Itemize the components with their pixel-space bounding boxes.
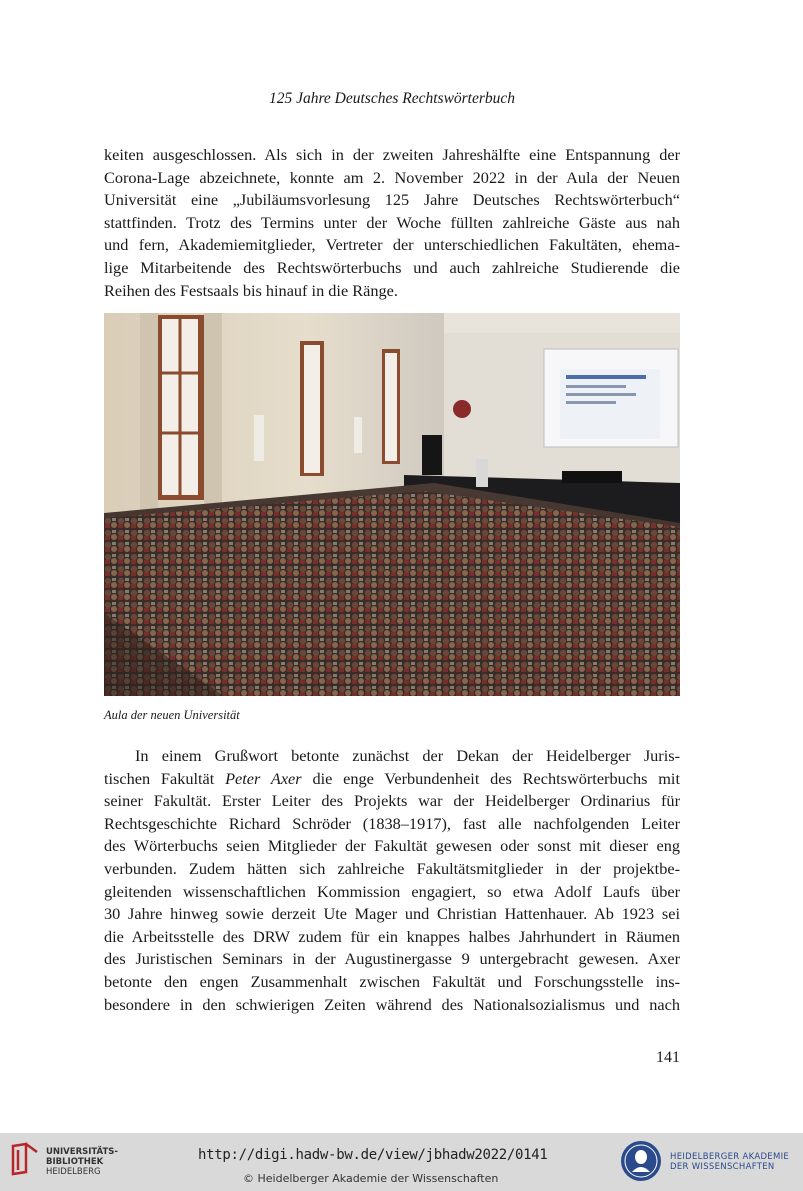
text-line: und fern, Akademiemitglieder, Vertreter der unterschiedlichen Fakultäten, ehema- [104,235,680,255]
paragraph-2 [104,745,680,1016]
text-line: 30 Jahre hinweg sowie derzeit Ute Mager und Christian Hattenhauer. Ab 1923 sei [104,904,680,924]
academy-name [670,1152,789,1172]
footer-bar [0,1133,803,1191]
text-line: In einem Grußwort betonte zunächst der Dekan der Heidelberger Juris- [135,746,680,765]
text-line: besondere in den schwierigen Zeiten während des Nationalsozialismus und nach [104,994,680,1014]
library-name-line: HEIDELBERG [46,1167,101,1177]
text-line: des Juristischen Seminars in der Augustinergasse 9 untergebracht gewesen. Axer [104,949,680,969]
document-url-link[interactable]: http://digi.hadw-bw.de/view/jbhadw2022/0141 [198,1147,548,1163]
library-name-line: UNIVERSITÄTS- [46,1147,118,1157]
text-line: Universität eine „Jubiläumsvorlesung 125 Jahre Deutsches Rechtswörterbuch“ [104,190,680,210]
library-name-line: BIBLIOTHEK [46,1157,104,1167]
text-line: verbunden. Zudem hätten sich zahlreiche Fakultätsmitglieder in der projektbe- [104,858,680,878]
text-line: keiten ausgeschlossen. Als sich in der zweiten Jahreshälfte eine Entspannung der [104,145,680,164]
text-line: Corona-Lage abzeichnete, konnte am 2. November 2022 in der Aula der Neuen [104,167,680,187]
lecture-hall-photo [104,313,680,696]
page-number: 141 [656,1049,680,1066]
text-line: Reihen des Festsaals bis hinauf in die Ränge. [104,280,398,300]
academy-name-line: DER WISSENSCHAFTEN [670,1162,775,1172]
text-line: lige Mitarbeitende des Rechtswörterbuchs und auch zahlreiche Studierende die [104,257,680,277]
academy-seal-icon [620,1140,662,1182]
text-segment: die enge Verbundenheit des Rechtswörterbuchs mit [301,768,680,788]
text-line [104,768,680,791]
running-head: 125 Jahre Deutsches Rechtswörterbuch [268,90,516,107]
paragraph-1 [104,144,680,302]
library-logo-icon [10,1142,40,1176]
text-segment: tischen Fakultät [104,768,226,788]
text-line: die Arbeitsstelle des DRW zudem für ein knappes halbes Jahrhundert in Räumen [104,926,680,946]
text-line: des Wörterbuchs seien Mitglieder der Fakultät gewesen oder sonst mit dieser eng [104,836,680,856]
academy-name-line: HEIDELBERGER AKADEMIE [670,1152,790,1162]
library-name [46,1147,118,1177]
text-line: betonte den engen Zusammenhalt zwischen Fakultät und Forschungsstelle ins- [104,971,680,991]
text-line: seiner Fakultät. Erster Leiter des Projekts war der Heidelberger Ordinarius für [104,791,680,811]
text-line: Rechtsgeschichte Richard Schröder (1838–1917), fast alle nachfolgenden Leiter [104,813,680,833]
text-line: stattfinden. Trotz des Termins unter der Woche füllten zahlreiche Gäste aus nah [104,212,680,232]
figure-caption: Aula der neuen Universität [104,708,240,722]
text-line: gleitenden wissenschaftlichen Kommission engagiert, so etwa Adolf Laufs über [104,881,680,901]
person-name-italic: Peter Axer [225,768,302,788]
copyright-notice: © Heidelberger Akademie der Wissenschaften [243,1172,499,1185]
